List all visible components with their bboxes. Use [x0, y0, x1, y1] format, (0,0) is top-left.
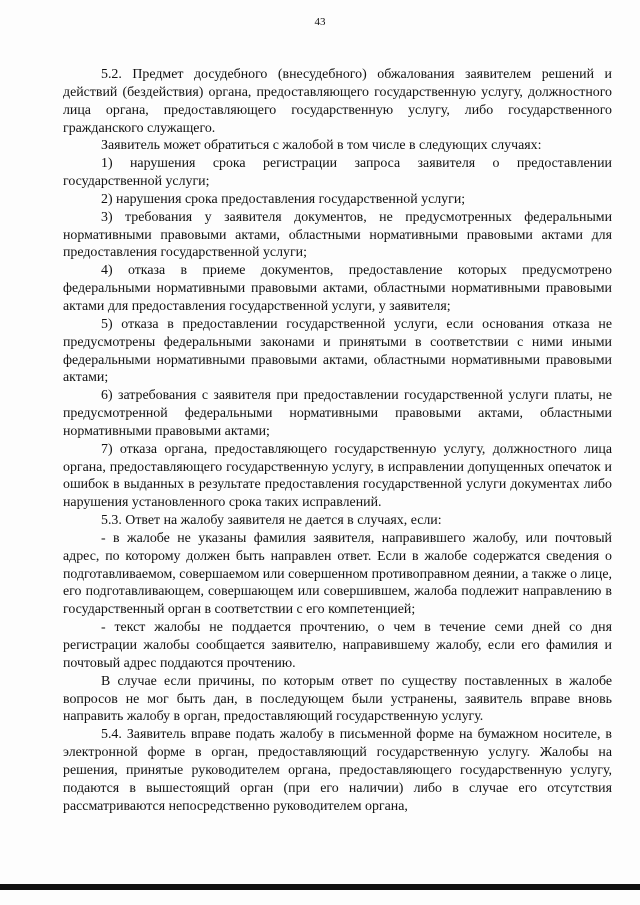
list-item-6: 6) затребования с заявителя при предоставлении государственной услуги платы, не предусмотренной федеральными нормативными правовыми актами, областными нормативными правовыми актами; — [63, 388, 612, 439]
list-item-5: 5) отказа в предоставлении государственной услуги, если основания отказа не предусмотрены федеральными законами и принятыми в соответствии с ними иными федеральными нормативными правовыми актами, областными нормативными правовыми актами; — [63, 316, 612, 386]
list-item-1: 1) нарушения срока регистрации запроса заявителя о предоставлении государственной услуги; — [63, 156, 612, 190]
paragraph-complaint-cases-intro: Заявитель может обратиться с жалобой в том числе в следующих случаях: — [101, 138, 542, 154]
paragraph-resubmission: В случае если причины, по которым ответ по существу поставленных в жалобе вопросов не мог быть дан, в последующем были устранены, заявитель вправе вновь направить жалобу в орган, предоставляющий государственную услугу. — [63, 673, 612, 725]
page-number: 43 — [314, 16, 326, 28]
list-item-7: 7) отказа органа, предоставляющего государственную услугу, должностного лица органа, предоставляющего государственную услугу, в исправлении допущенных опечаток и ошибок в выданных в результате предоставления государственной услуги документах либо нарушения установленного срока таких исправлений. — [63, 441, 612, 511]
list-item-2: 2) нарушения срока предоставления государственной услуги; — [101, 191, 466, 207]
list-item-4: 4) отказа в приеме документов, предоставление которых предусмотрено федеральными нормативными правовыми актами, областными нормативными правовыми актами для предоставления государственной услуги, у заявителя; — [63, 263, 612, 314]
scan-edge-bar — [0, 884, 640, 890]
dash-item-unreadable-text: - текст жалобы не поддается прочтению, о чем в течение семи дней со дня регистрации жалобы сообщается заявителю, направившему жалобу, если его фамилия и почтовый адрес поддаются прочтению. — [63, 620, 612, 671]
document-body — [63, 66, 612, 815]
paragraph-5-3: 5.3. Ответ на жалобу заявителя не дается в случаях, если: — [101, 513, 442, 529]
paragraph-5-2: 5.2. Предмет досудебного (внесудебного) обжалования заявителем решений и действий (бездействия) органа, предоставляющего государственную услугу, должностного лица органа, предоставляющего государственную услугу, либо государственного гражданского служащего. — [63, 67, 612, 136]
paragraph-5-4: 5.4. Заявитель вправе подать жалобу в письменной форме на бумажном носителе, в электронной форме в орган, предоставляющий государственную услугу. Жалобы на решения, принятые руководителем органа, предоставляющего государственную услугу, подаются в вышестоящий орган (при его наличии) либо в случае его отсутствия рассматриваются непосредственно руководителем органа, — [63, 727, 612, 814]
list-item-3: 3) требования у заявителя документов, не предусмотренных федеральными нормативными правовыми актами, областными нормативными правовыми актами для предоставления государственной услуги; — [63, 209, 612, 261]
dash-item-missing-name: - в жалобе не указаны фамилия заявителя, направившего жалобу, или почтовый адрес, по которому должен быть направлен ответ. Если в жалобе содержатся сведения о подготавливаемом, совершаемом или совершенном противоправном деянии, а также о лице, его подготавливающем, совершающем или совершившем, жалоба подлежит направлению в государственный орган в соответствии с его компетенцией; — [63, 530, 612, 618]
